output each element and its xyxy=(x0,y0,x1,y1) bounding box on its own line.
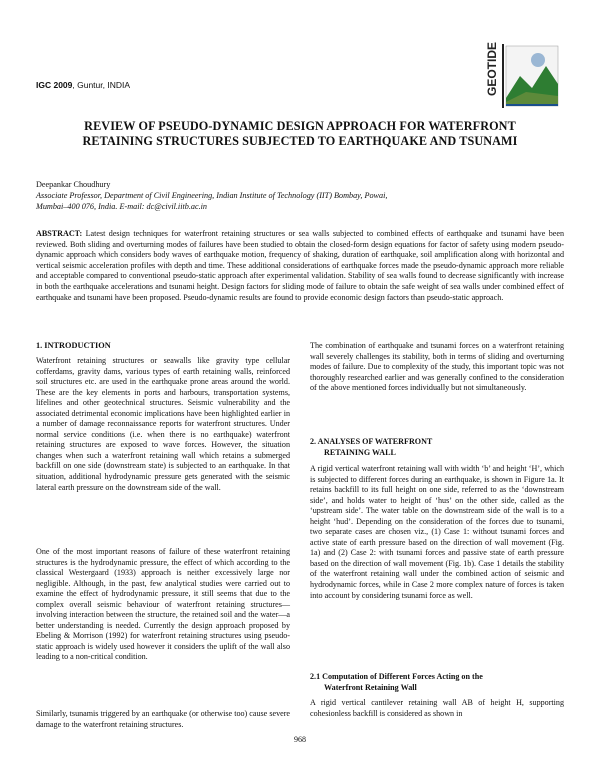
section-2-heading-line-2: RETAINING WALL xyxy=(324,447,396,457)
intro-paragraph-1: Waterfront retaining structures or seawalls like gravity type cellular cofferdams, gravity dams, various types of earth retaining walls, reinforced soil structures etc. are used in the earthquake prone areas around the world. These are the key elements in ports and harbours, transportation systems, lifelines and other geotechnical structures. Seismic vulnerability and the associated detrimental economic implications have been highlighted earlier in a number of damage reconnaissance reports for waterfront structures. Under normal service conditions (i.e. when there is no earthquake) waterfront retaining structures are exposed to wave forces. However, the situation changes when such a waterfront retaining wall which retains a submerged backfill on one side (downstream state) is subjected to an earthquake. In that situation, additional hydrodynamic pressure gets generated with the seismic lateral earth pressure on the downstream side of the wall. xyxy=(36,356,290,492)
geotide-logo-icon xyxy=(476,36,562,116)
geotide-logo xyxy=(476,36,562,116)
logo-text: GEOTIDE xyxy=(485,41,499,96)
author-name: Deepankar Choudhury xyxy=(36,180,111,189)
conference-header xyxy=(36,80,130,90)
paper-title xyxy=(40,119,560,149)
conference-location: , Guntur, INDIA xyxy=(72,80,131,90)
section-2-paragraph: A rigid vertical waterfront retaining wall with width ‘b’ and height ‘H’, which is subjected to different forces during an earthquake, is shown in Figure 1a. It retains backfill to its full height on one side, referred to as the ‘downstream side’, and holds water to height of ‘hus’ on the other side, called as the ‘upstream side’. The water table on the downstream side of the wall is to a height ‘hud’. Depending on the consideration of the forces due to tsunami, two separate cases are chosen viz., (1) Case 1: without tsunami forces and active state of earth pressure based on the direction of wall movement (Fig. 1a) and (2) Case 2: with tsunami forces and passive state of earth pressure based on the direction of wall movement (Fig. 1b). Case 1 details the stability of the waterfront retaining wall under the combined action of seismic and hydrodynamic forces, while in Case 2 more complex nature of forces is taken into account by considering tsunami force as well. xyxy=(310,464,564,600)
intro-paragraph-2: One of the most important reasons of failure of these waterfront retaining structures is the hydrodynamic pressure, the effect of which according to the classical Westergaard (1933) approach is neither excessively large nor negligible. Although, in the past, few analytical studies were carried out to examine the effect of hydrodynamic pressure, it still seems that due to the complex overall seismic behaviour of waterfront retaining structures—involving interaction between the structure, the retained soil and the water—a better understanding is needed. Currently the design approach proposed by Ebeling & Morrison (1992) for waterfront retaining structures using pseudo-static approach is widely used however it considers the uplift of the wall also leading to a non-critical condition. xyxy=(36,547,290,662)
abstract xyxy=(36,229,564,303)
abstract-label: ABSTRACT: xyxy=(36,229,83,238)
section-2-1-heading-line-1: 2.1 Computation of Different Forces Acting on the xyxy=(310,672,483,681)
section-2-1-heading xyxy=(310,672,564,693)
title-line-1: REVIEW OF PSEUDO-DYNAMIC DESIGN APPROACH FOR WATERFRONT xyxy=(84,119,516,133)
abstract-text: Latest design techniques for waterfront retaining structures or sea walls subjected to combined effects of earthquake and tsunami have been reviewed. Both sliding and overturning modes of failures have been studied to obtain the closed-form design equations for factor of safety using modern pseudo-dynamic approach which considers body waves of earthquake motion, frequency of shaking, duration of earthquake, soil amplification along with horizontal and vertical seismic acceleration profiles with depth and time. These additional considerations of earthquake forces made the pseudo-dynamic approach more reliable and acceptable compared to conventional pseudo-static approach after experimental validation. Stability of sea walls found to decrease significantly with increase in both the earthquake accelerations and tsunami height. Design factors for sliding mode of failure to obtain the safe weight of sea walls under combined effect of earthquake and tsunami have been proposed. Pseudo-dynamic results are found to provide economic design factors than pseudo-static approach. xyxy=(36,229,564,302)
right-paragraph-1: The combination of earthquake and tsunami forces on a waterfront retaining wall severely challenges its stability, both in terms of sliding and overturning modes of failure. Due to complexity of the study, this important topic was not thoroughly researched earlier and was generally confined to the consideration of the above mentioned forces individually but not simultaneously. xyxy=(310,341,564,393)
affiliation-line-1: Associate Professor, Department of Civil Engineering, Indian Institute of Technology (IIT) Bombay, Powai, xyxy=(36,191,388,200)
title-line-2: RETAINING STRUCTURES SUBJECTED TO EARTHQUAKE AND TSUNAMI xyxy=(82,134,518,148)
conference-name: IGC 2009 xyxy=(36,80,73,90)
introduction-heading: 1. INTRODUCTION xyxy=(36,341,111,350)
page-number: 968 xyxy=(294,735,306,744)
author-affiliation xyxy=(36,191,556,212)
section-2-1-paragraph: A rigid vertical cantilever retaining wall AB of height H, supporting cohesionless backfill is considered as shown in xyxy=(310,698,564,718)
section-1-heading xyxy=(36,341,290,352)
section-2-heading xyxy=(310,437,564,458)
affiliation-line-2: Mumbai–400 076, India. E-mail: dc@civil.iitb.ac.in xyxy=(36,201,208,211)
section-2-1-heading-line-2: Waterfront Retaining Wall xyxy=(324,682,417,692)
section-2-heading-line-1: 2. ANALYSES OF WATERFRONT xyxy=(310,437,433,446)
intro-paragraph-3: Similarly, tsunamis triggered by an earthquake (or otherwise too) cause severe damage to the waterfront retaining structures. xyxy=(36,709,290,729)
